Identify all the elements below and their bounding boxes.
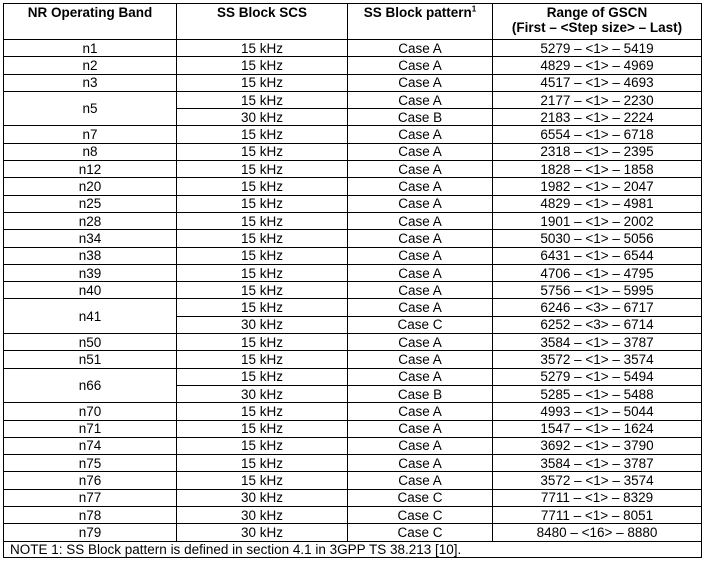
range-cell: 5279 – <1> – 5419 xyxy=(493,40,702,57)
range-cell: 2177 – <1> – 2230 xyxy=(493,91,702,108)
range-cell: 1982 – <1> – 2047 xyxy=(493,178,702,195)
pattern-cell: Case A xyxy=(348,230,493,247)
table-row xyxy=(4,230,702,247)
range-cell: 6431 – <1> – 6544 xyxy=(493,247,702,264)
scs-cell: 15 kHz xyxy=(177,230,348,247)
table-row xyxy=(4,299,702,316)
pattern-cell: Case B xyxy=(348,385,493,402)
range-cell: 1547 – <1> – 1624 xyxy=(493,420,702,437)
range-cell: 2183 – <1> – 2224 xyxy=(493,109,702,126)
band-cell: n25 xyxy=(4,195,177,212)
pattern-cell: Case A xyxy=(348,247,493,264)
range-cell: 3692 – <1> – 3790 xyxy=(493,437,702,454)
scs-cell: 15 kHz xyxy=(177,126,348,143)
range-cell: 6252 – <3> – 6714 xyxy=(493,316,702,333)
table-body xyxy=(4,40,702,542)
table-row xyxy=(4,178,702,195)
scs-cell: 15 kHz xyxy=(177,472,348,489)
pattern-cell: Case A xyxy=(348,299,493,316)
pattern-cell: Case A xyxy=(348,351,493,368)
band-cell: n34 xyxy=(4,230,177,247)
pattern-cell: Case A xyxy=(348,126,493,143)
table-row xyxy=(4,195,702,212)
table-row xyxy=(4,282,702,299)
table-row xyxy=(4,212,702,229)
pattern-cell: Case A xyxy=(348,368,493,385)
pattern-cell: Case A xyxy=(348,195,493,212)
scs-cell: 15 kHz xyxy=(177,247,348,264)
range-cell: 5285 – <1> – 5488 xyxy=(493,385,702,402)
range-cell: 4517 – <1> – 4693 xyxy=(493,74,702,91)
range-cell: 3584 – <1> – 3787 xyxy=(493,334,702,351)
range-cell: 7711 – <1> – 8051 xyxy=(493,507,702,524)
header-range xyxy=(493,4,702,40)
scs-cell: 15 kHz xyxy=(177,403,348,420)
pattern-cell: Case A xyxy=(348,455,493,472)
scs-cell: 15 kHz xyxy=(177,282,348,299)
band-cell: n28 xyxy=(4,212,177,229)
note-row xyxy=(4,541,702,557)
pattern-cell: Case A xyxy=(348,212,493,229)
table-row xyxy=(4,368,702,385)
scs-cell: 15 kHz xyxy=(177,351,348,368)
band-cell: n51 xyxy=(4,351,177,368)
scs-cell: 15 kHz xyxy=(177,74,348,91)
band-cell: n7 xyxy=(4,126,177,143)
pattern-cell: Case A xyxy=(348,74,493,91)
scs-cell: 30 kHz xyxy=(177,524,348,541)
pattern-cell: Case A xyxy=(348,40,493,57)
band-cell: n12 xyxy=(4,161,177,178)
range-cell: 5279 – <1> – 5494 xyxy=(493,368,702,385)
range-cell: 4993 – <1> – 5044 xyxy=(493,403,702,420)
band-cell: n66 xyxy=(4,368,177,403)
table-note: NOTE 1: SS Block pattern is defined in section 4.1 in 3GPP TS 38.213 [10]. xyxy=(4,541,702,557)
range-cell: 7711 – <1> – 8329 xyxy=(493,489,702,506)
pattern-cell: Case A xyxy=(348,282,493,299)
range-cell: 3572 – <1> – 3574 xyxy=(493,351,702,368)
scs-cell: 15 kHz xyxy=(177,437,348,454)
pattern-cell: Case C xyxy=(348,316,493,333)
header-range-line2: (First – <Step size> – Last) xyxy=(511,20,683,35)
band-cell: n70 xyxy=(4,403,177,420)
band-cell: n71 xyxy=(4,420,177,437)
table-row xyxy=(4,40,702,57)
table-row xyxy=(4,524,702,541)
scs-cell: 15 kHz xyxy=(177,264,348,281)
header-band-label: NR Operating Band xyxy=(27,5,153,20)
band-cell: n41 xyxy=(4,299,177,334)
pattern-cell: Case A xyxy=(348,437,493,454)
scs-cell: 15 kHz xyxy=(177,334,348,351)
band-cell: n1 xyxy=(4,40,177,57)
header-pattern-label: SS Block pattern xyxy=(363,5,472,20)
pattern-cell: Case A xyxy=(348,420,493,437)
band-cell: n20 xyxy=(4,178,177,195)
scs-cell: 15 kHz xyxy=(177,455,348,472)
pattern-cell: Case A xyxy=(348,161,493,178)
range-cell: 1901 – <1> – 2002 xyxy=(493,212,702,229)
band-cell: n78 xyxy=(4,507,177,524)
range-cell: 3572 – <1> – 3574 xyxy=(493,472,702,489)
pattern-cell: Case C xyxy=(348,524,493,541)
header-band xyxy=(4,4,177,40)
footnote-marker: 1 xyxy=(471,4,477,14)
range-cell: 3584 – <1> – 3787 xyxy=(493,455,702,472)
scs-cell: 15 kHz xyxy=(177,178,348,195)
band-cell: n50 xyxy=(4,334,177,351)
pattern-cell: Case C xyxy=(348,507,493,524)
band-cell: n8 xyxy=(4,143,177,160)
scs-cell: 15 kHz xyxy=(177,195,348,212)
range-cell: 4829 – <1> – 4969 xyxy=(493,57,702,74)
band-cell: n74 xyxy=(4,437,177,454)
scs-cell: 30 kHz xyxy=(177,489,348,506)
band-cell: n77 xyxy=(4,489,177,506)
range-cell: 2318 – <1> – 2395 xyxy=(493,143,702,160)
header-row xyxy=(4,4,702,40)
range-cell: 8480 – <16> – 8880 xyxy=(493,524,702,541)
scs-cell: 15 kHz xyxy=(177,212,348,229)
range-cell: 4706 – <1> – 4795 xyxy=(493,264,702,281)
scs-cell: 30 kHz xyxy=(177,316,348,333)
scs-cell: 15 kHz xyxy=(177,368,348,385)
pattern-cell: Case A xyxy=(348,178,493,195)
gscn-table xyxy=(3,3,702,558)
table-row xyxy=(4,247,702,264)
header-pattern xyxy=(348,4,493,40)
pattern-cell: Case A xyxy=(348,334,493,351)
range-cell: 5030 – <1> – 5056 xyxy=(493,230,702,247)
pattern-cell: Case A xyxy=(348,264,493,281)
band-cell: n38 xyxy=(4,247,177,264)
pattern-cell: Case A xyxy=(348,57,493,74)
table-row xyxy=(4,334,702,351)
scs-cell: 15 kHz xyxy=(177,143,348,160)
scs-cell: 30 kHz xyxy=(177,109,348,126)
band-cell: n75 xyxy=(4,455,177,472)
band-cell: n3 xyxy=(4,74,177,91)
range-cell: 6246 – <3> – 6717 xyxy=(493,299,702,316)
table-row xyxy=(4,161,702,178)
table-row xyxy=(4,472,702,489)
scs-cell: 15 kHz xyxy=(177,57,348,74)
table-row xyxy=(4,91,702,108)
header-range-line1: Range of GSCN xyxy=(546,5,648,20)
table-row xyxy=(4,437,702,454)
scs-cell: 15 kHz xyxy=(177,299,348,316)
table-row xyxy=(4,57,702,74)
table-row xyxy=(4,507,702,524)
table-row xyxy=(4,455,702,472)
range-cell: 5756 – <1> – 5995 xyxy=(493,282,702,299)
table-row xyxy=(4,143,702,160)
table-row xyxy=(4,126,702,143)
table-row xyxy=(4,351,702,368)
range-cell: 4829 – <1> – 4981 xyxy=(493,195,702,212)
header-scs xyxy=(177,4,348,40)
scs-cell: 15 kHz xyxy=(177,40,348,57)
table-row xyxy=(4,489,702,506)
table-row xyxy=(4,403,702,420)
table-row xyxy=(4,74,702,91)
gscn-table-container xyxy=(3,3,702,558)
header-scs-label: SS Block SCS xyxy=(216,5,308,20)
band-cell: n40 xyxy=(4,282,177,299)
scs-cell: 30 kHz xyxy=(177,385,348,402)
scs-cell: 30 kHz xyxy=(177,507,348,524)
pattern-cell: Case C xyxy=(348,489,493,506)
range-cell: 6554 – <1> – 6718 xyxy=(493,126,702,143)
scs-cell: 15 kHz xyxy=(177,420,348,437)
scs-cell: 15 kHz xyxy=(177,91,348,108)
pattern-cell: Case A xyxy=(348,91,493,108)
band-cell: n2 xyxy=(4,57,177,74)
table-row xyxy=(4,420,702,437)
pattern-cell: Case A xyxy=(348,403,493,420)
band-cell: n5 xyxy=(4,91,177,126)
pattern-cell: Case A xyxy=(348,143,493,160)
band-cell: n76 xyxy=(4,472,177,489)
table-row xyxy=(4,264,702,281)
pattern-cell: Case B xyxy=(348,109,493,126)
band-cell: n39 xyxy=(4,264,177,281)
band-cell: n79 xyxy=(4,524,177,541)
range-cell: 1828 – <1> – 1858 xyxy=(493,161,702,178)
pattern-cell: Case A xyxy=(348,472,493,489)
scs-cell: 15 kHz xyxy=(177,161,348,178)
